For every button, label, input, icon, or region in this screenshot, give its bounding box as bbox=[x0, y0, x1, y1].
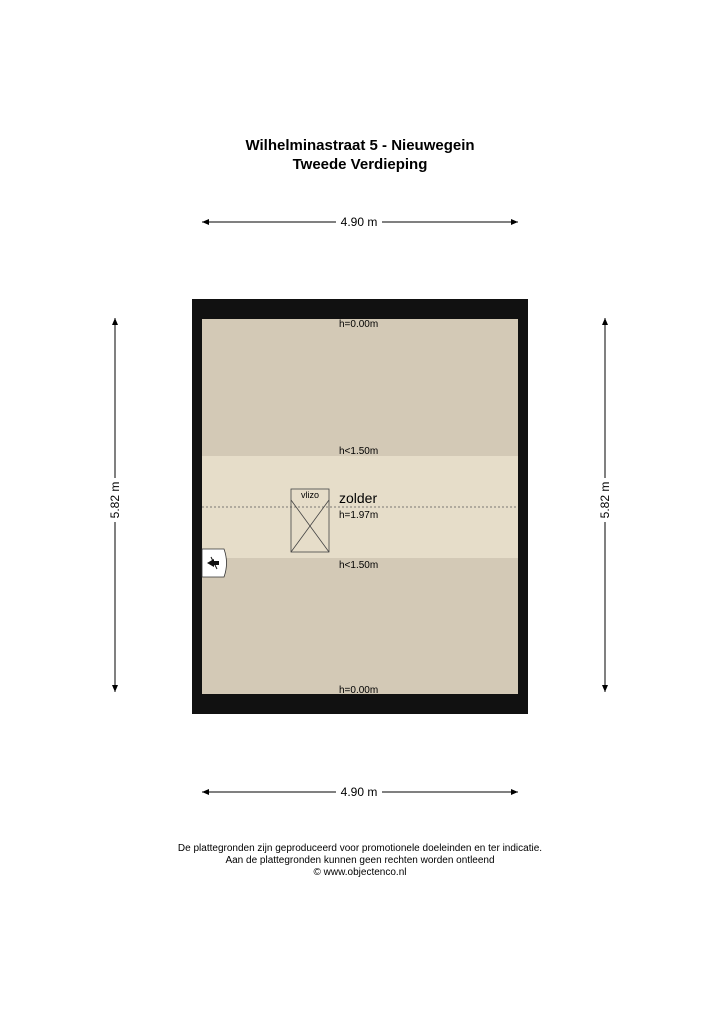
height-label-bottom-edge: h=0.00m bbox=[339, 685, 379, 696]
height-label-upper-line: h<1.50m bbox=[339, 446, 379, 457]
dimension-left bbox=[108, 318, 122, 692]
low-height-zone-bottom bbox=[202, 558, 518, 694]
disclaimer-line-1: De plattegronden zijn geproduceerd voor promotionele doeleinden en ter indicatie. bbox=[177, 843, 543, 854]
dimension-label-left: 5.82 m bbox=[108, 481, 122, 519]
dimension-right bbox=[598, 318, 612, 692]
stair-arrow-icon bbox=[202, 549, 227, 577]
arrow-up-icon bbox=[602, 318, 608, 325]
arrow-down-icon bbox=[602, 685, 608, 692]
room-name: zolder bbox=[339, 490, 378, 506]
room-ceiling-height: h=1.97m bbox=[339, 510, 379, 521]
low-height-zone-top bbox=[202, 319, 518, 456]
floor-title: Tweede Verdieping bbox=[292, 156, 428, 173]
arrow-up-icon bbox=[112, 318, 118, 325]
disclaimer-line-2: Aan de plattegronden kunnen geen rechten worden ontleend bbox=[225, 855, 495, 866]
dimension-label-right: 5.82 m bbox=[598, 481, 612, 519]
arrow-left-icon bbox=[202, 219, 209, 225]
arrow-right-icon bbox=[511, 219, 518, 225]
copyright-line: © www.objectenco.nl bbox=[313, 867, 407, 878]
dimension-top bbox=[202, 215, 518, 229]
arrow-down-icon bbox=[112, 685, 118, 692]
dimension-label-bottom: 4.90 m bbox=[340, 785, 378, 799]
arrow-left-icon bbox=[202, 789, 209, 795]
arrow-right-icon bbox=[511, 789, 518, 795]
plan-title: Wilhelminastraat 5 - Nieuwegein bbox=[245, 137, 475, 154]
dimension-label-top: 4.90 m bbox=[340, 215, 378, 229]
dimension-bottom bbox=[202, 785, 518, 799]
height-label-top-edge: h=0.00m bbox=[339, 319, 379, 330]
height-label-lower-line: h<1.50m bbox=[339, 560, 379, 571]
hatch-label: vlizo bbox=[300, 490, 320, 500]
